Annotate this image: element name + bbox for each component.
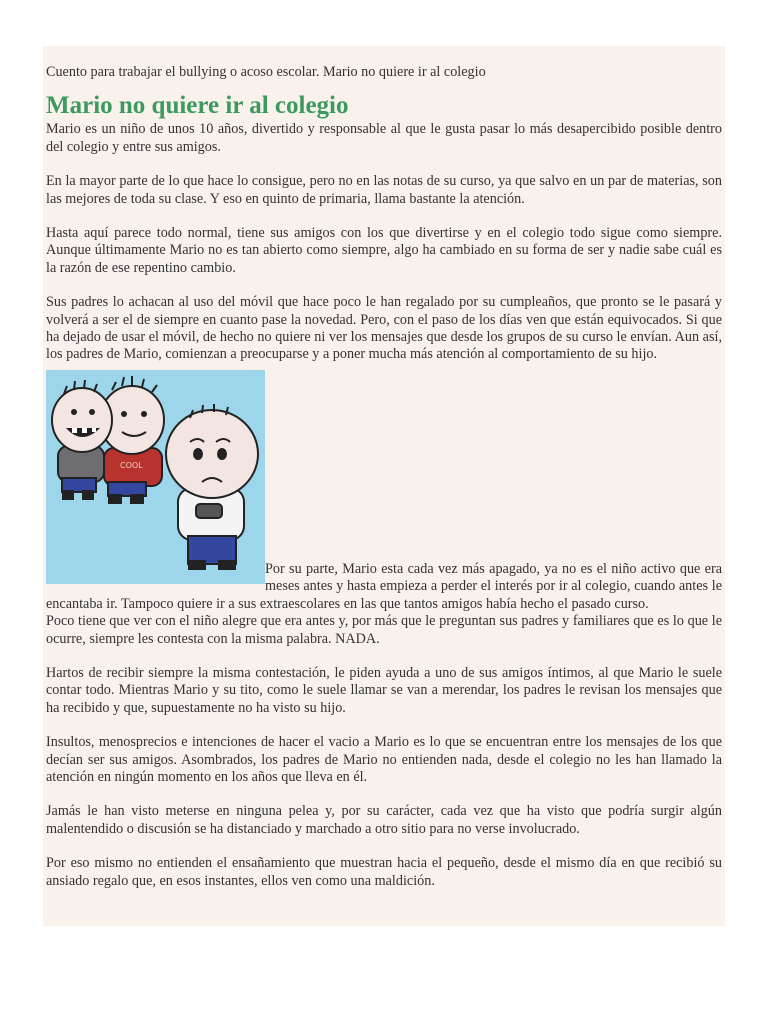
paragraph-1: Mario es un niño de unos 10 años, divertido y responsable al que le gusta pasar lo más desapercibido posible dentro del colegio y entre sus amigos. — [46, 121, 722, 155]
paragraph-8: Jamás le han visto meterse en ninguna pelea y, por su carácter, cada vez que ha visto que podría surgir algún malentendido o discusión se ha distanciado y marchado a otro sitio para no verse involucrado. — [46, 803, 722, 837]
paragraph-6: Hartos de recibir siempre la misma contestación, le piden ayuda a uno de sus amigos íntimos, al que Mario le suele contar todo. Mientras Mario y su tito, como le suele llamar se van a merendar, los padres le revisan los mensajes que ha recibido y que, supuestamente no ha visto su hijo. — [46, 664, 722, 716]
paragraph-4: Sus padres lo achacan al uso del móvil que hace poco le han regalado por su cumpleaños, que pronto se le pasará y volverá a ser el de siempre en cuanto pase la novedad. Pero, con el paso de los días ven que están equivocados. Si que ha dejado de usar el móvil, de hecho no quiere ni ver los mensajes que desde los grupos de su curso le envían. Aun así, los padres de Mario, comienzan a preocuparse y a poner mucha más atención al comportamiento de su hijo. — [46, 294, 722, 363]
paragraph-5b: Poco tiene que ver con el niño alegre que era antes y, por más que le preguntan sus padres y familiares que es lo que le ocurre, siempre les contesta con la misma palabra. NADA. — [46, 613, 722, 647]
bully-boy-red-shirt — [100, 376, 164, 504]
document-title: Mario no quiere ir al colegio — [46, 92, 349, 120]
document-content — [46, 64, 722, 907]
document-page — [43, 46, 725, 926]
bullying-illustration — [46, 370, 265, 584]
paragraph-2: En la mayor parte de lo que hace lo consigue, pero no en las notas de su curso, ya que salvo en un par de materias, son las mejores de toda su clase. Y eso en quinto de primaria, llama bastante la atención. — [46, 173, 722, 207]
paragraph-9: Por eso mismo no entienden el ensañamiento que muestran hacia el pequeño, desde el mismo día en que recibió su ansiado regalo que, en esos instantes, ellos ven como una maldición. — [46, 855, 722, 889]
paragraph-3: Hasta aquí parece todo normal, tiene sus amigos con los que divertirse y en el colegio todo sigue como siempre. Aunque últimamente Mario no es tan abierto como siempre, algo ha cambiado en su forma de ser y nadie sabe cuál es la razón de ese repentino cambio. — [46, 225, 722, 276]
document-subtitle: Cuento para trabajar el bullying o acoso escolar. Mario no quiere ir al colegio — [46, 64, 486, 80]
shirt-text: COOL — [120, 460, 143, 470]
bullying-illustration-svg — [46, 370, 265, 584]
paragraph-5a: Por su parte, Mario esta cada vez más apagado, ya no es el niño activo que era meses antes y hasta empieza a perder el interés por ir al colegio, cuando antes le encantaba ir. Tampoco quiere ir a sus extraescolares en las que tantos amigos había hecho el pasado curso. — [46, 560, 722, 612]
paragraph-7: Insultos, menosprecios e intenciones de hacer el vacio a Mario es lo que se encuentran entre los mensajes de los que decían ser sus amigos. Asombrados, los padres de Mario no entienden nada, desde el colegio no les han llamado la atención en ningún momento en los años que lleva en él. — [46, 734, 722, 785]
